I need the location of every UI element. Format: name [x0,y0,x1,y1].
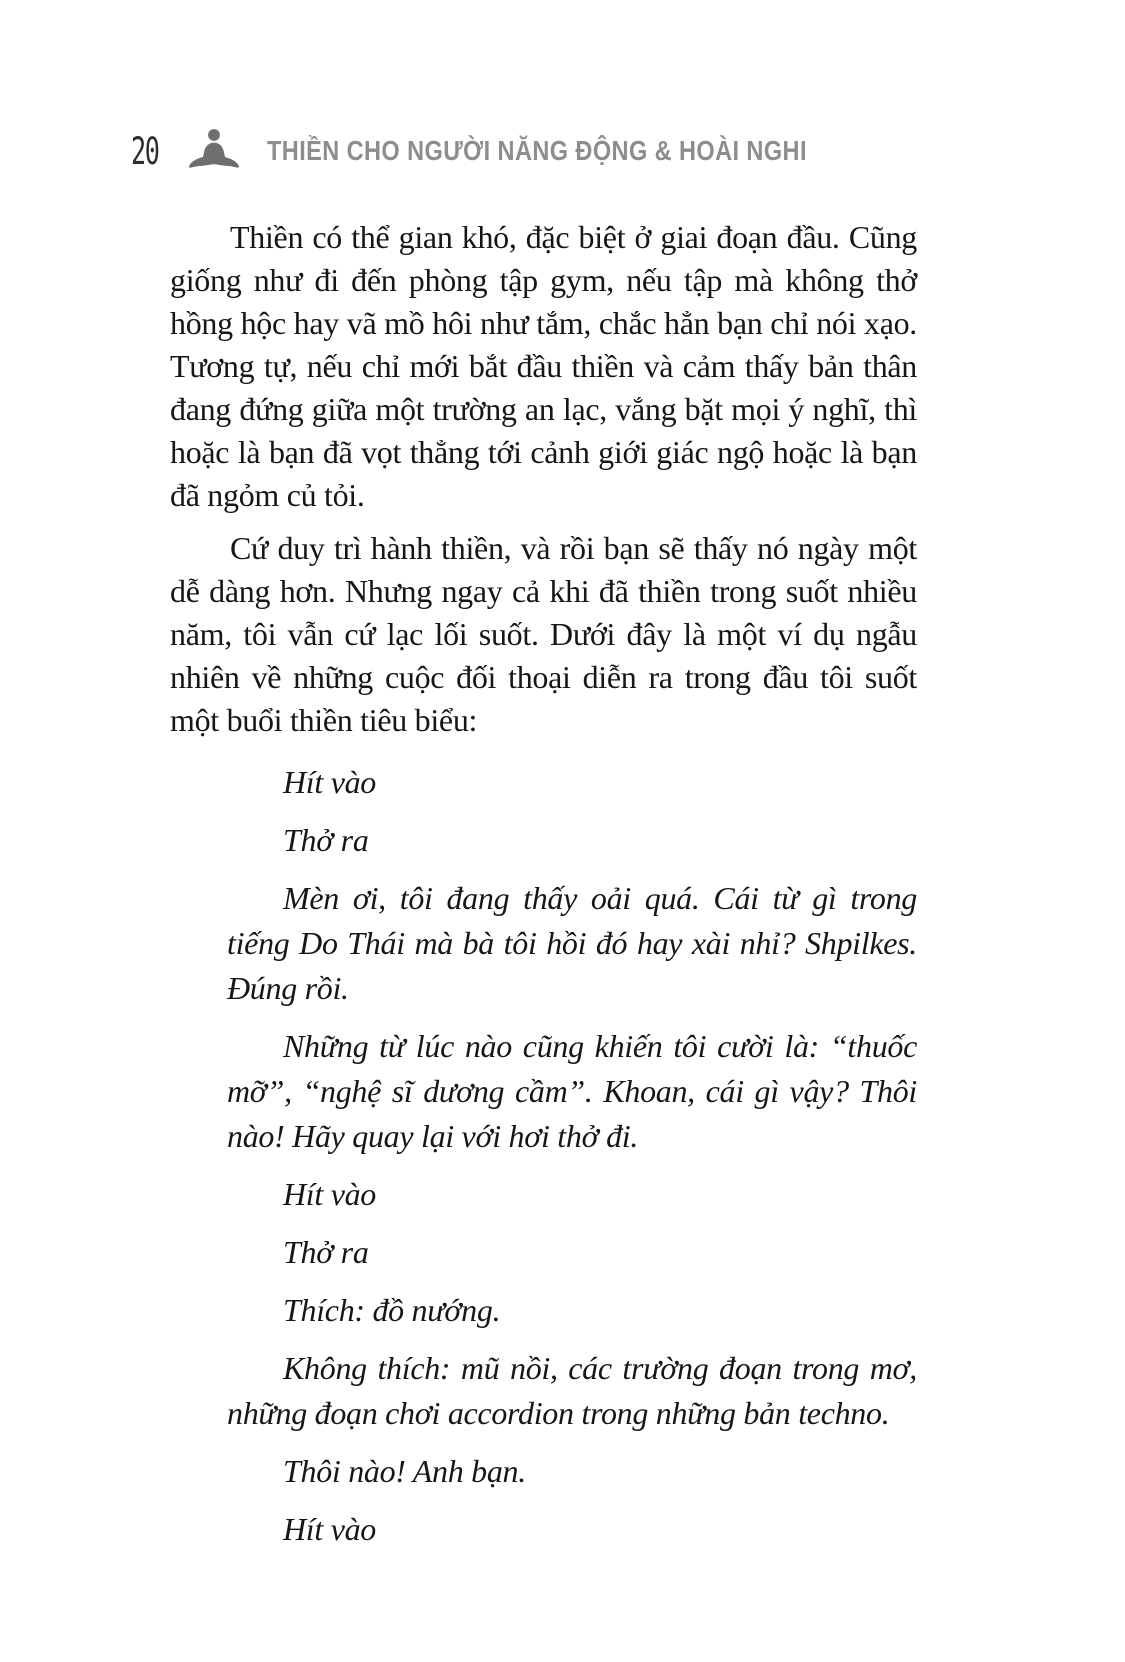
inner-voice-line: Những từ lúc nào cũng khiến tôi cười là: “thuốc mỡ”, “nghệ sĩ dương cầm”. Khoan, cái gì vậy? Thôi nào! Hãy quay lại với hơi thở đi. [227,1028,917,1154]
inner-voice-line: Thích: đồ nướng. [283,1292,501,1328]
inner-voice-line: Hít vào [283,764,376,800]
inner-voice-line: Thở ra [283,1234,369,1270]
running-head-title: THIỀN CHO NGƯỜI NĂNG ĐỘNG & HOÀI NGHI [267,135,807,166]
page-number: 20 [131,129,159,173]
inner-voice-line: Hít vào [283,1511,376,1547]
inner-voice-line: Không thích: mũ nồi, các trường đoạn trong mơ, những đoạn chơi accordion trong những bản techno. [227,1350,917,1431]
inner-voice-line: Mèn ơi, tôi đang thấy oải quá. Cái từ gì trong tiếng Do Thái mà bà tôi hồi đó hay xài nhỉ? Shpilkes. Đúng rồi. [227,880,917,1006]
inner-voice-line: Thở ra [283,822,369,858]
paragraph-narration: Cứ duy trì hành thiền, và rồi bạn sẽ thấy nó ngày một dễ dàng hơn. Nhưng ngay cả khi đã thiền trong suốt nhiều năm, tôi vẫn cứ lạc lối suốt. Dưới đây là một ví dụ ngẫu nhiên về những cuộc đối thoại diễn ra trong đầu tôi suốt một buổi thiền tiêu biểu: [170,530,917,738]
paragraph-narration: Thiền có thể gian khó, đặc biệt ở giai đoạn đầu. Cũng giống như đi đến phòng tập gym, nếu tập mà không thở hồng hộc hay vã mồ hôi như tắm, chắc hẳn bạn chỉ nói xạo. Tương tự, nếu chỉ mới bắt đầu thiền và cảm thấy bản thân đang đứng giữa một trường an lạc, vắng bặt mọi ý nghĩ, thì hoặc là bạn đã vọt thẳng tới cảnh giới giác ngộ hoặc là bạn đã ngỏm củ tỏi. [170,219,917,513]
meditation-lotus-icon [187,127,241,175]
page-body [170,216,917,1552]
running-head [131,126,910,176]
inner-voice-line: Hít vào [283,1176,376,1212]
inner-voice-line: Thôi nào! Anh bạn. [283,1453,526,1489]
